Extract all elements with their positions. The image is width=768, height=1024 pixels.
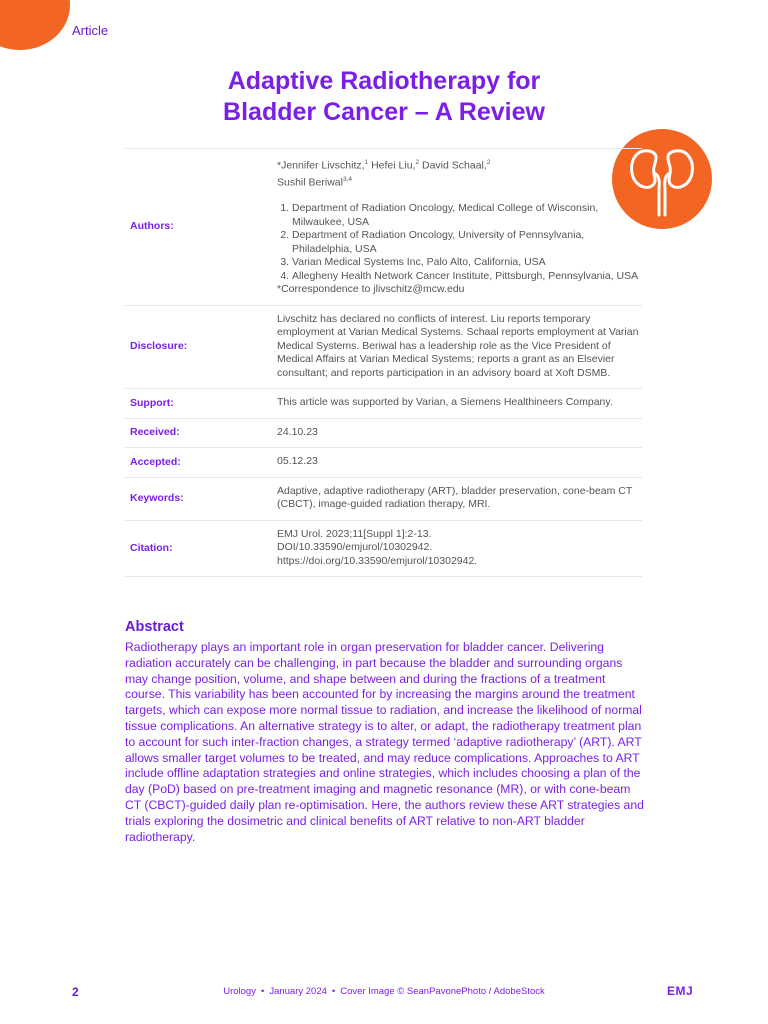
keywords-label: Keywords:	[125, 477, 277, 520]
footer-journal: Urology	[223, 986, 256, 997]
authors-row	[125, 149, 642, 306]
citation-row	[125, 520, 642, 577]
affiliation-item: 3. Varian Medical Systems Inc, Palo Alto, California, USA	[292, 256, 642, 270]
abstract-heading: Abstract	[125, 619, 184, 635]
article-title-line-1: Adaptive Radiotherapy for	[227, 67, 541, 95]
author-affiliation-marker: 3,4	[342, 176, 352, 183]
received-row	[125, 418, 642, 448]
author-affiliation-marker: 1	[364, 159, 369, 166]
author-name: *Jennifer Livschitz,	[277, 159, 365, 172]
author-name: Sushil Beriwal	[277, 176, 343, 189]
affiliation-item: 4. Allegheny Health Network Cancer Institute, Pittsburgh, Pennsylvania, USA	[292, 270, 642, 284]
footer-separator: •	[260, 986, 265, 997]
page-number: 2	[72, 985, 79, 999]
author-name: Hefei Liu,	[371, 159, 416, 172]
abstract-text: Radiotherapy plays an important role in organ preservation for bladder cancer. Delivering radiation accurately can be challenging, in part because the bladder and surrounding organs may change position, volume, and shape between and during the fractions of a treatment course. This variability has been accounted for by increasing the margins around the treatment targets, which can expose more normal tissue to radiation, and increase the likelihood of normal tissue complications. An alternative strategy is to alter, or adapt, the radiotherapy treatment plan to account for such inter-fraction changes, a strategy termed ‘adaptive radiotherapy’ (ART). ART allows smaller target volumes to be treated, and may reduce complications. Approaches to ART include offline adaptation strategies and online strategies, which includes choosing a plan of the day (PoD) based on pre-treatment imaging and magnetic resonance (MR), or with cone-beam CT (CBCT)-guided daily plan re-optimisation. Here, the authors review these ART strategies and trials exploring the dosimetric and clinical benefits of ART relative to non-ART bladder radiotherapy.	[125, 640, 644, 844]
footer-separator: •	[331, 986, 336, 997]
disclosure-value: Livschitz has declared no conflicts of interest. Liu reports temporary employment at Varian Medical Systems. Schaal reports employment at Varian Medical Systems. Beriwal has a leadership role as the Vice President of Medical Affairs at Varian Medical Systems; reports a grant as an Elsevier consultant; and reports participation in an advisory board at Xoft DSMB.	[277, 305, 642, 389]
support-value: This article was supported by Varian, a Siemens Healthineers Company.	[277, 389, 642, 419]
received-label: Received:	[125, 418, 277, 448]
affiliation-item: 2. Department of Radiation Oncology, University of Pennsylvania, Philadelphia, USA	[292, 229, 642, 256]
footer-date: January 2024	[269, 986, 327, 997]
keywords-row	[125, 477, 642, 520]
emj-logo: EMJ	[667, 984, 694, 998]
section-label: Article	[72, 23, 109, 38]
support-row	[125, 389, 642, 419]
article-metadata	[125, 148, 642, 577]
author-affiliation-marker: 2	[415, 159, 420, 166]
accepted-value: 05.12.23	[277, 448, 642, 478]
accepted-label: Accepted:	[125, 448, 277, 478]
disclosure-row	[125, 305, 642, 389]
citation-doi: DOI/10.33590/emjurol/10302942.	[277, 541, 433, 553]
article-title-line-2: Bladder Cancer – A Review	[223, 98, 545, 126]
citation-reference: EMJ Urol. 2023;11[Suppl 1]:2-13.	[277, 527, 432, 540]
citation-label: Citation:	[125, 520, 277, 577]
citation-value	[277, 520, 642, 577]
authors-value	[277, 149, 642, 306]
author-affiliation-marker: 2	[486, 159, 491, 166]
footer-info	[0, 986, 768, 997]
accepted-row	[125, 448, 642, 478]
support-label: Support:	[125, 389, 277, 419]
disclosure-label: Disclosure:	[125, 305, 277, 389]
received-value: 24.10.23	[277, 418, 642, 448]
corner-decoration	[0, 0, 70, 50]
keywords-value: Adaptive, adaptive radiotherapy (ART), bladder preservation, cone-beam CT (CBCT), image-guided radiation therapy, MRI.	[277, 477, 642, 520]
footer-image-credit: Cover Image © SeanPavonePhoto / AdobeStock	[340, 986, 545, 997]
author-name: David Schaal,	[422, 159, 487, 172]
correspondence-email: *Correspondence to jlivschitz@mcw.edu	[277, 283, 465, 295]
affiliation-item: 1. Department of Radiation Oncology, Medical College of Wisconsin, Milwaukee, USA	[292, 202, 642, 229]
article-title	[0, 66, 768, 128]
author-list	[277, 156, 642, 190]
authors-label: Authors:	[125, 149, 277, 306]
affiliation-list	[277, 202, 642, 283]
citation-doi-link[interactable]: https://doi.org/10.33590/emjurol/10302942.	[277, 554, 478, 567]
